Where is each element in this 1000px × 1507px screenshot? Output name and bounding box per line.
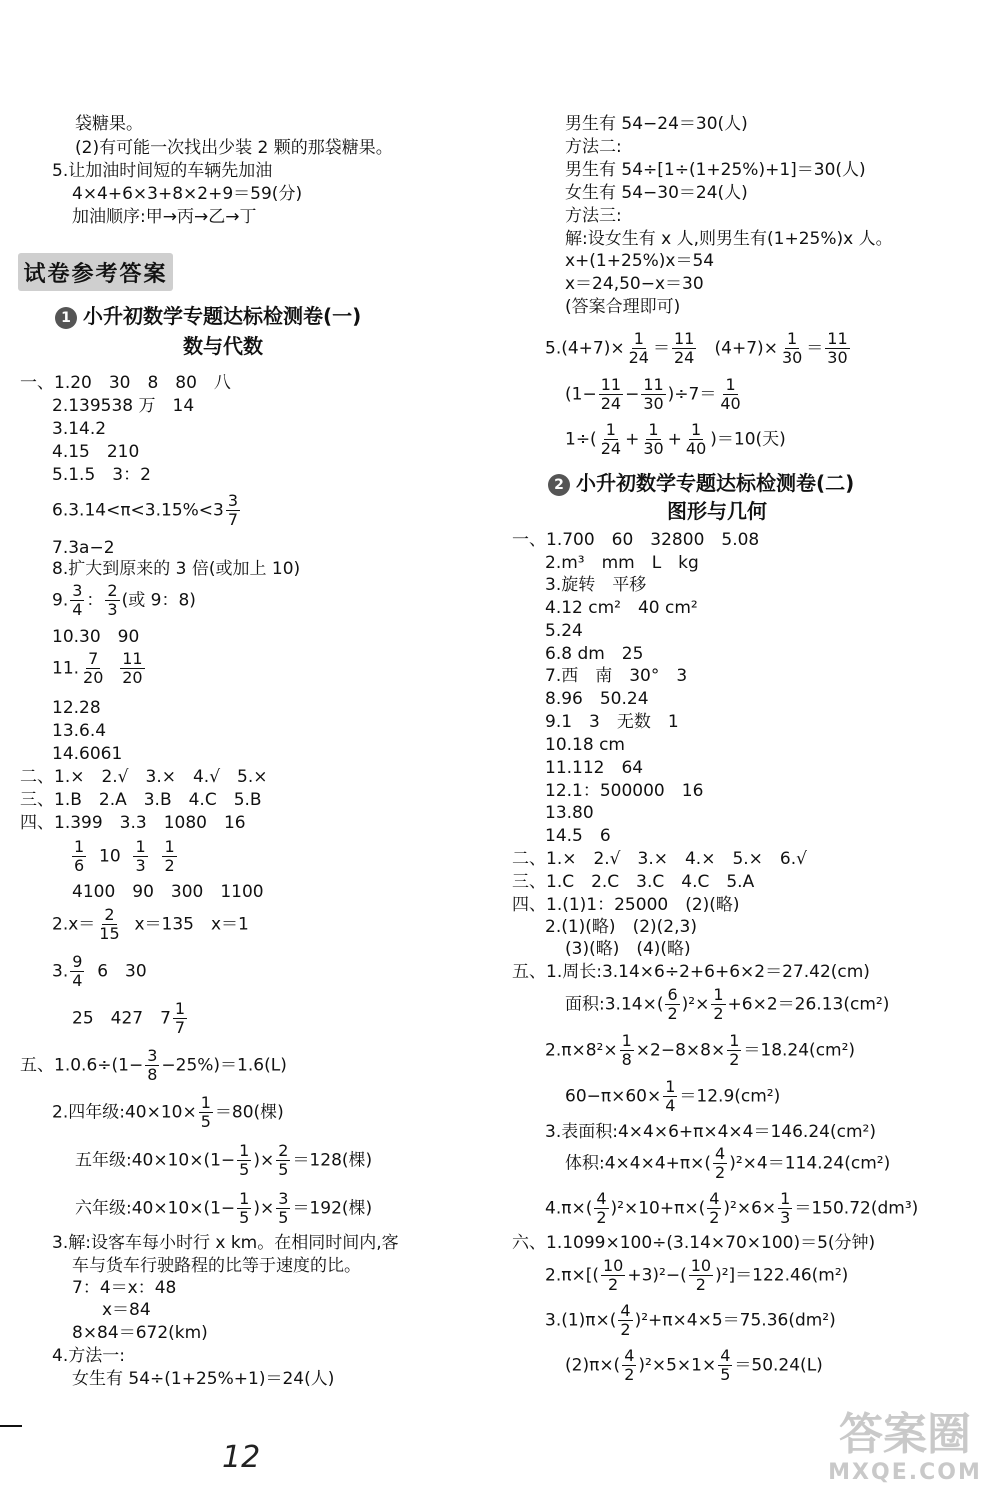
answer-line: $\frac{1}{6}$ 10 $\frac{1}{3}$ $\frac{1}{2}$ xyxy=(74,837,175,875)
answer-line: 5.1.5 3：2 xyxy=(52,465,151,485)
fraction: $\frac{1}{30}$ xyxy=(781,329,803,367)
test-title xyxy=(55,300,361,329)
text-line: 加油顺序:甲→丙→乙→丁 xyxy=(72,207,257,227)
section-banner: 试卷参考答案 xyxy=(18,253,173,291)
answer-line: 10.30 90 xyxy=(52,627,140,647)
answer-line: 4.π×( $\frac{4}{2}$ )²×10+π×( $\frac{4}{2}$ )²×6× $\frac{1}{3}$ ＝150.72(dm³) xyxy=(545,1189,919,1227)
fraction: $\frac{3}{7}$ xyxy=(227,491,239,529)
answer-line: 8×84＝672(km) xyxy=(72,1323,208,1343)
answer-line: 四、1.399 3.3 1080 16 xyxy=(20,813,246,833)
number-badge: 2 xyxy=(548,474,570,496)
answer-line: 五、1.0.6÷(1− $\frac{3}{8}$ −25%)＝1.6(L) xyxy=(20,1046,287,1084)
fraction: $\frac{3}{8}$ xyxy=(147,1046,158,1084)
answer-line: 方法三: xyxy=(565,206,622,226)
answer-line: x＝84 xyxy=(102,1300,151,1320)
fraction: $\frac{4}{2}$ xyxy=(620,1301,631,1339)
text-line: 4×4+6×3+8×2+9＝59(分) xyxy=(72,184,303,204)
answer-line: 男生有 54−24＝30(人) xyxy=(565,114,748,134)
answer-line: 一、1.20 30 8 80 八 xyxy=(20,373,231,393)
fraction: $\frac{1}{2}$ xyxy=(164,837,175,875)
fraction: $\frac{4}{2}$ xyxy=(596,1189,607,1227)
answer-line: 12.1：500000 16 xyxy=(545,781,704,801)
fraction: $\frac{4}{2}$ xyxy=(709,1189,720,1227)
answer-line: (答案合理即可) xyxy=(565,297,681,317)
answer-line: 8.扩大到原来的 3 倍(或加上 10) xyxy=(52,559,301,579)
answer-line: 三、1.B 2.A 3.B 4.C 5.B xyxy=(20,790,262,810)
answer-line: 男生有 54÷[1÷(1+25%)+1]＝30(人) xyxy=(565,160,866,180)
answer-line: 解:设女生有 x 人,则男生有(1+25%)x 人。 xyxy=(565,229,893,249)
page-number: 12 xyxy=(222,1440,261,1475)
number-badge: 1 xyxy=(55,307,77,329)
answer-line: 7.3a−2 xyxy=(52,538,115,558)
answer-line: 六、1.1099×100÷(3.14×70×100)＝5(分钟) xyxy=(512,1233,876,1253)
fraction: $\frac{11}{24}$ xyxy=(673,329,695,367)
footer-rule xyxy=(0,1425,22,1427)
watermark-url: MXQE.COM xyxy=(828,1460,982,1485)
answer-line: 7：4＝x：48 xyxy=(72,1278,177,1298)
fraction: $\frac{10}{2}$ xyxy=(602,1256,624,1294)
answer-line: 1÷( $\frac{1}{24}$ + $\frac{1}{30}$ + $\frac{1}{40}$ )＝10(天) xyxy=(565,420,786,458)
answer-line: 14.5 6 xyxy=(545,826,611,846)
answer-line: 面积:3.14×( $\frac{6}{2}$ )²× $\frac{1}{2}$ +6×2＝26.13(cm²) xyxy=(565,985,890,1023)
text-line: 袋糖果。 xyxy=(75,114,143,134)
fraction: $\frac{1}{6}$ xyxy=(74,837,85,875)
answer-line: 3.表面积:4×4×6+π×4×4＝146.24(cm²) xyxy=(545,1122,876,1142)
answer-line: 11.112 64 xyxy=(545,758,644,778)
answer-line: 14.6061 xyxy=(52,744,123,764)
fraction: $\frac{11}{30}$ xyxy=(643,375,664,413)
answer-line: 5.(4+7)× $\frac{1}{24}$ ＝ $\frac{11}{24}$ (4+7)× $\frac{1}{30}$ ＝ $\frac{11}{30}$ xyxy=(545,329,848,367)
fraction: $\frac{1}{5}$ xyxy=(200,1093,211,1131)
test-title-text: 小升初数学专题达标检测卷(一) xyxy=(83,304,362,328)
fraction: $\frac{2}{15}$ xyxy=(99,905,120,943)
fraction: $\frac{3}{4}$ xyxy=(72,581,83,619)
text: 6.3.14<π<3.15%<3 xyxy=(52,500,224,521)
answer-line: 五、1.周长:3.14×6÷2+6+6×2＝27.42(cm) xyxy=(512,962,870,982)
answer-line: (3)(略) (4)(略) xyxy=(565,939,691,959)
answer-line: 2.(1)(略) (2)(2,3) xyxy=(545,917,697,937)
fraction: $\frac{11}{20}$ xyxy=(122,649,143,687)
answer-line: 10.18 cm xyxy=(545,735,625,755)
answer-line: 6.8 dm 25 xyxy=(545,644,644,664)
answer-line: 2.m³ mm L kg xyxy=(545,553,699,573)
answer-line: x＝24,50−x＝30 xyxy=(565,274,704,294)
fraction: $\frac{1}{5}$ xyxy=(239,1189,250,1227)
answer-line: 25 427 7 $\frac{1}{7}$ xyxy=(72,999,186,1037)
fraction: $\frac{1}{2}$ xyxy=(713,985,724,1023)
answer-line: 3.(1)π×( $\frac{4}{2}$ )²+π×4×5＝75.36(dm²) xyxy=(545,1301,836,1339)
answer-line xyxy=(52,492,242,529)
answer-line: (1− $\frac{11}{24}$ − $\frac{11}{30}$ )÷7＝ $\frac{1}{40}$ xyxy=(565,375,741,413)
fraction: $\frac{1}{4}$ xyxy=(665,1077,676,1115)
answer-line: 二、1.× 2.√ 3.× 4.√ 5.× xyxy=(20,767,268,787)
answer-line: 11. $\frac{7}{20}$ $\frac{11}{20}$ xyxy=(52,649,143,687)
answer-line: 5.24 xyxy=(545,621,583,641)
test-title-text: 小升初数学专题达标检测卷(二) xyxy=(576,471,855,495)
answer-line: 4100 90 300 1100 xyxy=(72,882,264,902)
text-line: 5.让加油时间短的车辆先加油 xyxy=(52,161,273,181)
answer-line: 2.四年级:40×10× $\frac{1}{5}$ ＝80(棵) xyxy=(52,1093,284,1131)
answer-line: 四、1.(1)1：25000 (2)(略) xyxy=(512,895,740,915)
fraction: $\frac{1}{3}$ xyxy=(135,837,146,875)
answer-line: 4.方法一: xyxy=(52,1346,125,1366)
answer-line: 体积:4×4×4+π×( $\frac{4}{2}$ )²×4＝114.24(cm²) xyxy=(565,1144,891,1182)
fraction: $\frac{7}{20}$ xyxy=(83,649,104,687)
answer-line: 方法二: xyxy=(565,137,622,157)
answer-line: 三、1.C 2.C 3.C 4.C 5.A xyxy=(512,872,755,892)
answer-line: 4.12 cm² 40 cm² xyxy=(545,598,698,618)
fraction: $\frac{1}{30}$ xyxy=(643,420,664,458)
fraction: $\frac{4}{2}$ xyxy=(624,1346,635,1384)
answer-line: 60−π×60× $\frac{1}{4}$ ＝12.9(cm²) xyxy=(565,1077,781,1115)
answer-line: x+(1+25%)x＝54 xyxy=(565,251,715,271)
answer-line: 一、1.700 60 32800 5.08 xyxy=(512,530,760,550)
answer-line: 3.解:设客车每小时行 x km。在相同时间内,客 xyxy=(52,1233,399,1253)
answer-line: 3.旋转 平移 xyxy=(545,575,647,595)
answer-line: 2.x＝ $\frac{2}{15}$ x＝135 x＝1 xyxy=(52,905,249,943)
fraction: $\frac{1}{5}$ xyxy=(239,1141,250,1179)
fraction: $\frac{2}{3}$ xyxy=(107,581,118,619)
text-line: (2)有可能一次找出少装 2 颗的那袋糖果。 xyxy=(75,138,393,158)
answer-line: 2.π×8²× $\frac{1}{8}$ ×2−8×8× $\frac{1}{2}$ ＝18.24(cm²) xyxy=(545,1031,856,1069)
answer-line: 3.14.2 xyxy=(52,419,107,439)
test-subtitle: 数与代数 xyxy=(183,334,263,358)
watermark xyxy=(820,1410,990,1500)
fraction: $\frac{1}{24}$ xyxy=(600,420,622,458)
fraction: $\frac{10}{2}$ xyxy=(690,1256,712,1294)
fraction: $\frac{6}{2}$ xyxy=(667,985,678,1023)
answer-line: 7.西 南 30° 3 xyxy=(545,666,688,686)
fraction: $\frac{4}{5}$ xyxy=(720,1346,731,1384)
fraction: $\frac{1}{40}$ xyxy=(685,420,707,458)
answer-line: 2.139538 万 14 xyxy=(52,396,195,416)
fraction: $\frac{1}{8}$ xyxy=(621,1031,632,1069)
answer-line: 2.π×[( $\frac{10}{2}$ +3)²−( $\frac{10}{2}$ )²]＝122.46(m²) xyxy=(545,1256,849,1294)
fraction: $\frac{11}{30}$ xyxy=(827,329,848,367)
answer-line: 女生有 54÷(1+25%+1)＝24(人) xyxy=(72,1369,335,1389)
fraction: $\frac{11}{24}$ xyxy=(600,375,622,413)
fraction: $\frac{2}{5}$ xyxy=(278,1141,289,1179)
answer-line: 二、1.× 2.√ 3.× 4.× 5.× 6.√ xyxy=(512,849,807,869)
answer-line: 3. $\frac{9}{4}$ 6 30 xyxy=(52,952,147,990)
test-title xyxy=(548,467,854,496)
answer-line: 六年级:40×10×(1− $\frac{1}{5}$ )× $\frac{3}{5}$ ＝192(棵) xyxy=(75,1189,373,1227)
answer-line: 12.28 xyxy=(52,698,101,718)
fraction: $\frac{1}{24}$ xyxy=(628,329,649,367)
watermark-text: 答案圈 xyxy=(839,1409,971,1460)
answer-line: 五年级:40×10×(1− $\frac{1}{5}$ )× $\frac{2}{5}$ ＝128(棵) xyxy=(75,1141,373,1179)
fraction: $\frac{4}{2}$ xyxy=(715,1144,726,1182)
answer-line: 9. $\frac{3}{4}$ ： $\frac{2}{3}$ (或 9：8) xyxy=(52,581,196,619)
fraction: $\frac{1}{3}$ xyxy=(780,1189,791,1227)
answer-line: 车与货车行驶路程的比等于速度的比。 xyxy=(72,1256,361,1276)
fraction: $\frac{1}{7}$ xyxy=(174,999,186,1037)
answer-line: 8.96 50.24 xyxy=(545,689,649,709)
fraction: $\frac{9}{4}$ xyxy=(72,952,83,990)
test-subtitle: 图形与几何 xyxy=(667,499,767,523)
answer-line: 13.80 xyxy=(545,803,594,823)
answer-line: (2)π×( $\frac{4}{2}$ )²×5×1× $\frac{4}{5}$ ＝50.24(L) xyxy=(565,1346,823,1384)
answer-line: 9.1 3 无数 1 xyxy=(545,712,679,732)
answer-line: 13.6.4 xyxy=(52,721,107,741)
answer-line: 女生有 54−30＝24(人) xyxy=(565,183,748,203)
fraction: $\frac{1}{2}$ xyxy=(729,1031,740,1069)
fraction: $\frac{1}{40}$ xyxy=(720,375,741,413)
answer-line: 4.15 210 xyxy=(52,442,140,462)
fraction: $\frac{3}{5}$ xyxy=(278,1189,289,1227)
